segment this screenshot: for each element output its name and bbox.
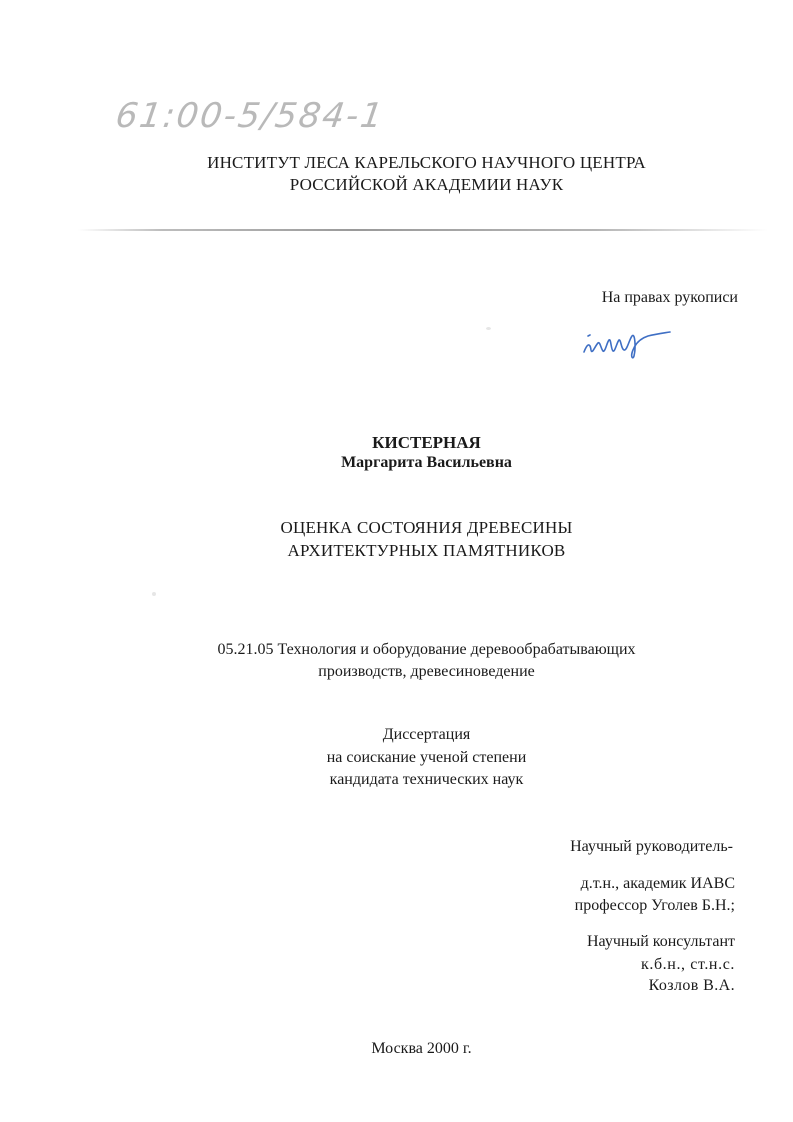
archive-stamp: 61:00-5/584-1 xyxy=(113,96,387,136)
rights-notice: На правах рукописи xyxy=(601,289,738,306)
supervisor-line-2: профессор Уголев Б.Н.; xyxy=(574,897,735,914)
scan-speck xyxy=(486,327,491,330)
author-first-names: Маргарита Васильевна xyxy=(341,454,512,471)
dissertation-line-3: кандидата технических наук xyxy=(329,771,524,788)
dissertation-line-2: на соискание ученой степени xyxy=(326,749,527,766)
thesis-title-line-2: АРХИТЕКТУРНЫХ ПАМЯТНИКОВ xyxy=(287,541,566,560)
consultant-label: Научный консультант xyxy=(587,933,735,950)
specialty-line-2: производств, древесиноведение xyxy=(318,663,535,680)
institute-line-2: РОССИЙСКОЙ АКАДЕМИИ НАУК xyxy=(289,175,564,194)
consultant-line-1: к.б.н., ст.н.с. xyxy=(640,956,735,973)
specialty-line-1: 05.21.05 Технология и оборудование деревообрабатывающих xyxy=(217,641,636,658)
thesis-title-line-1: ОЦЕНКА СОСТОЯНИЯ ДРЕВЕСИНЫ xyxy=(280,518,573,537)
institute-line-1: ИНСТИТУТ ЛЕСА КАРЕЛЬСКОГО НАУЧНОГО ЦЕНТРА xyxy=(207,153,646,172)
supervisor-line-1: д.т.н., академик ИАВС xyxy=(580,875,735,892)
scan-speck xyxy=(152,592,156,596)
header-divider xyxy=(78,229,768,231)
signature-icon xyxy=(578,322,674,362)
author-last-name: КИСТЕРНАЯ xyxy=(372,433,481,452)
dissertation-line-1: Диссертация xyxy=(382,726,471,743)
consultant-line-2: Козлов В.А. xyxy=(648,977,735,994)
supervisor-label: Научный руководитель- xyxy=(570,838,733,855)
place-and-year: Москва 2000 г. xyxy=(371,1040,472,1057)
